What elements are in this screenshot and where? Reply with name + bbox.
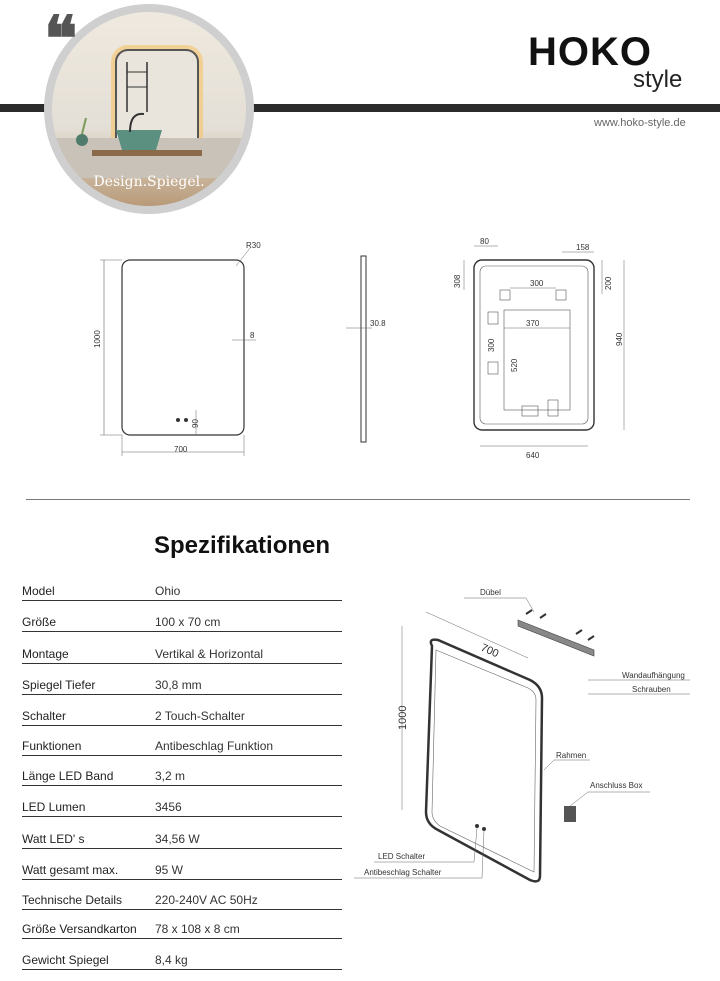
spec-row xyxy=(22,739,342,767)
front-edge-dim: 8 xyxy=(250,331,255,340)
spec-value: 3456 xyxy=(155,800,182,814)
front-view-drawing xyxy=(93,241,261,456)
brand-url[interactable]: www.hoko-style.de xyxy=(594,117,686,129)
spec-label: Gewicht Spiegel xyxy=(22,953,109,967)
side-view-drawing xyxy=(346,256,386,442)
spec-label: Größe xyxy=(22,615,57,629)
spec-row xyxy=(22,800,342,828)
spec-value: 30,8 mm xyxy=(155,678,202,692)
spec-label: Watt gesamt max. xyxy=(22,863,119,877)
spec-row xyxy=(22,863,342,891)
spec-rule xyxy=(22,600,342,601)
front-width-dim: 700 xyxy=(174,445,188,454)
brand-logo: HOKO xyxy=(528,30,652,74)
iso-width-dim: 700 xyxy=(478,641,501,661)
badge-label: Design.Spiegel. xyxy=(93,174,205,190)
section-divider xyxy=(26,499,690,500)
spec-value: 220-240V AC 50Hz xyxy=(155,893,258,907)
side-depth-dim: 30.8 xyxy=(370,319,386,328)
spec-value: Antibeschlag Funktion xyxy=(155,739,274,753)
spec-value: Ohio xyxy=(155,584,181,598)
spec-rule xyxy=(22,725,342,726)
back-top-left-dim: 80 xyxy=(480,237,489,246)
spec-rule xyxy=(22,938,342,939)
spec-row xyxy=(22,832,342,860)
product-photo xyxy=(52,12,246,206)
spec-value: 2 Touch-Schalter xyxy=(155,709,245,723)
back-view-drawing xyxy=(453,237,624,460)
spec-value: Vertikal & Horizontal xyxy=(155,647,264,661)
iso-screws-label: Schrauben xyxy=(632,685,671,694)
iso-antifog-switch-label: Antibeschlag Schalter xyxy=(364,868,442,877)
iso-height-dim: 1000 xyxy=(397,705,409,730)
technical-drawings xyxy=(0,230,720,470)
iso-wall-mount-label: Wandaufhängung xyxy=(622,671,685,680)
isometric-drawing xyxy=(350,580,720,890)
spec-label: Watt LED' s xyxy=(22,832,85,846)
spec-rule xyxy=(22,694,342,695)
spec-label: Größe Versandkarton xyxy=(22,922,137,936)
spec-value: 8,4 kg xyxy=(155,953,188,967)
front-switch-dim: 90 xyxy=(191,419,200,428)
connection-box-icon xyxy=(564,806,576,822)
spec-label: Schalter xyxy=(22,709,67,723)
front-height-dim: 1000 xyxy=(93,330,102,348)
spec-row xyxy=(22,893,342,921)
back-inner-mid-dim: 370 xyxy=(526,319,540,328)
spec-rule xyxy=(22,848,342,849)
spec-label: Länge LED Band xyxy=(22,769,114,783)
spec-row xyxy=(22,647,342,675)
spec-title: Spezifikationen xyxy=(154,532,331,559)
back-inner-top-dim: 300 xyxy=(530,279,544,288)
spec-label: Technische Details xyxy=(22,893,123,907)
spec-label: Spiegel Tiefer xyxy=(22,678,96,692)
spec-rule xyxy=(22,663,342,664)
back-right-top-dim: 200 xyxy=(604,276,613,290)
back-left-top-dim: 308 xyxy=(453,274,462,288)
quote-icon: ❝ xyxy=(44,2,78,75)
iso-connection-box-label: Anschluss Box xyxy=(590,781,643,790)
spec-rule xyxy=(22,879,342,880)
spec-row xyxy=(22,584,342,612)
spec-rule xyxy=(22,909,342,910)
spec-value: 95 W xyxy=(155,863,184,877)
iso-dubel-label: Dübel xyxy=(480,588,501,597)
spec-label: LED Lumen xyxy=(22,800,86,814)
back-left-mid-dim: 300 xyxy=(487,338,496,352)
spec-row xyxy=(22,769,342,797)
back-bottom-width-dim: 640 xyxy=(526,451,540,460)
spec-rule xyxy=(22,785,342,786)
back-right-height-dim: 940 xyxy=(615,332,624,346)
iso-frame-label: Rahmen xyxy=(556,751,587,760)
back-inner-height-dim: 520 xyxy=(510,358,519,372)
wall-bracket-icon xyxy=(518,610,594,656)
spec-value: 34,56 W xyxy=(155,832,200,846)
front-radius-dim: R30 xyxy=(246,241,261,250)
mirror-iso xyxy=(426,640,542,882)
spec-rule xyxy=(22,816,342,817)
spec-row xyxy=(22,953,342,981)
spec-rule xyxy=(22,631,342,632)
spec-label: Model xyxy=(22,584,55,598)
spec-value: 78 x 108 x 8 cm xyxy=(155,922,240,936)
iso-led-switch-label: LED Schalter xyxy=(378,852,426,861)
back-top-right-dim: 158 xyxy=(576,243,590,252)
spec-row xyxy=(22,922,342,950)
spec-row xyxy=(22,615,342,643)
brand-logo-sub: style xyxy=(633,66,683,93)
spec-row xyxy=(22,709,342,737)
spec-label: Funktionen xyxy=(22,739,82,753)
spec-value: 100 x 70 cm xyxy=(155,615,221,629)
spec-row xyxy=(22,678,342,706)
spec-rule xyxy=(22,755,342,756)
spec-value: 3,2 m xyxy=(155,769,186,783)
spec-label: Montage xyxy=(22,647,69,661)
